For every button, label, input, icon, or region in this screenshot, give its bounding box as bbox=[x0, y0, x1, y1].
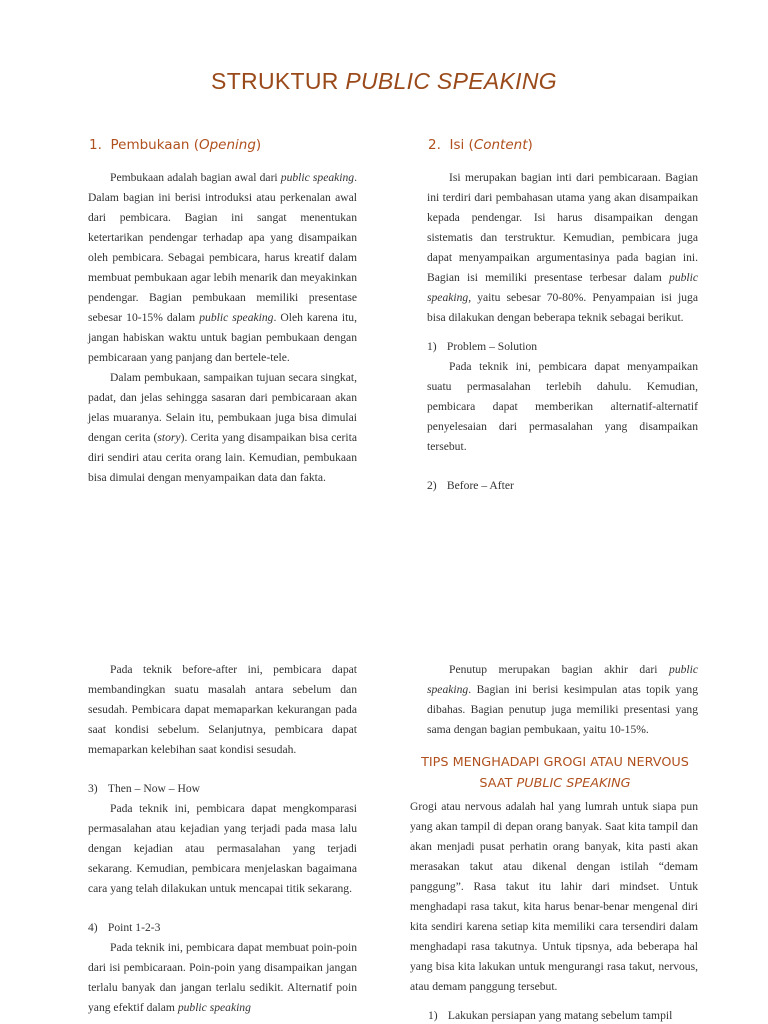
closing-column bbox=[427, 660, 698, 740]
technique-1-text: Pada teknik ini, pembicara dapat menyampaikan suatu permasalahan terlebih dahulu. Kemudian, pembicara dapat memberikan alternatif-alternatif penyelesaian dari permasalahan yang disampaikan tersebut. bbox=[427, 360, 698, 453]
technique-4-text: Pada teknik ini, pembicara dapat membuat poin-poin dari isi pembicaraan. Poin-poin yang disampaikan jangan terlalu banyak dan jangan terlalu sedikit. Alternatif poin yang efektif dalam public speaking bbox=[88, 941, 357, 1014]
opening-column bbox=[88, 168, 357, 488]
technique-4-label: 4) Point 1-2-3 bbox=[88, 921, 161, 934]
section-heading-content: 2. Isi (Content) bbox=[428, 137, 533, 153]
section-heading-opening: 1. Pembukaan (Opening) bbox=[89, 137, 262, 153]
tips-item-1: 1) Lakukan persiapan yang matang sebelum tampil bbox=[428, 1009, 673, 1022]
content-column bbox=[427, 168, 698, 496]
closing-paragraph: Penutup merupakan bagian akhir dari public speaking. Bagian ini berisi kesimpulan atas topik yang dibahas. Bagian penutup juga memiliki presentasi yang sama dengan bagian pembukaan, yaitu 10-15%. bbox=[427, 663, 698, 736]
tips-column bbox=[410, 797, 698, 1024]
tips-heading-line-1: TIPS MENGHADAPI GROGI ATAU NERVOUS bbox=[421, 755, 689, 770]
technique-3-text: Pada teknik ini, pembicara dapat mengkomparasi permasalahan atau kejadian yang terjadi pada masa lalu dengan kejadian atau permasalahan yang terjadi sekarang. Kemudian, pembicara menjelaskan bagaimana cara yang telah dilakukan untuk mencapai titik sekarang. bbox=[88, 802, 357, 895]
tips-heading-line-2: SAAT PUBLIC SPEAKING bbox=[479, 776, 631, 791]
techniques-column bbox=[88, 660, 357, 1018]
technique-2-text: Pada teknik before-after ini, pembicara dapat membandingkan suatu masalah antara sebelum dan sesudah. Pembicara dapat memaparkan kekurangan pada saat kondisi sebelum. Selanjutnya, pembicara dapat memaparkan kelebihan saat kondisi sesudah. bbox=[88, 663, 357, 756]
tips-paragraph: Grogi atau nervous adalah hal yang lumrah untuk siapa pun yang akan tampil di depan orang banyak. Saat kita tampil dan akan menjadi pusat perhatin orang banyak, kita pasti akan merasakan takut atau dikenal dengan istilah “demam panggung”. Rasa takut itu lahir dari mindset. Untuk menghadapi rasa takut, kita harus benar-benar mengenal diri kita sendiri karena setiap kita memiliki cara tersendiri dalam menghadapi rasa takutnya. Untuk tipsnya, ada beberapa hal yang bisa kita lakukan untuk mengurangi rasa takut, nervous, atau demam panggung tersebut. bbox=[410, 800, 698, 993]
opening-paragraph-1: Pembukaan adalah bagian awal dari public speaking. Dalam bagian ini berisi introduksi atau perkenalan awal dari pembicara. Bagian ini sangat menentukan ketertarikan pendengar terhadap apa yang disampaikan oleh pembicara. Sebagai pembicara, harus kreatif dalam membuat pembukaan agar lebih menarik dan meyakinkan pendengar. Bagian pembukaan memiliki presentase sebesar 10-15% dalam public speaking. Oleh karena itu, jangan habiskan waktu untuk bagian pembukaan dengan pembicaraan yang panjang dan bertele-tele. bbox=[88, 171, 358, 364]
page-title: STRUKTUR PUBLIC SPEAKING bbox=[211, 68, 557, 94]
technique-3-label: 3) Then – Now – How bbox=[88, 782, 200, 795]
technique-2-label: 2) Before – After bbox=[427, 479, 514, 492]
content-paragraph-1: Isi merupakan bagian inti dari pembicaraan. Bagian ini terdiri dari pembahasan utama yang akan disampaikan kepada pendengar. Isi harus disampaikan dengan sistematis dan terstruktur. Kemudian, pembicara juga dapat menyampaikan argumentasinya pada bagian ini. Bagian isi memiliki presentase terbesar dalam public speaking, yaitu sebesar 70-80%. Penyampaian isi juga bisa dilakukan dengan beberapa teknik sebagai berikut. bbox=[427, 171, 698, 324]
opening-paragraph-2: Dalam pembukaan, sampaikan tujuan secara singkat, padat, dan jelas sehingga sasaran dari pembicaraan akan jelas muaranya. Selain itu, pembukaan juga bisa dimulai dengan cerita (story). Cerita yang disampaikan bisa cerita diri sendiri atau cerita orang lain. Kemudian, pembukaan bisa dimulai dengan menyampaikan data dan fakta. bbox=[88, 371, 357, 484]
technique-1-label: 1) Problem – Solution bbox=[427, 340, 538, 353]
tips-heading bbox=[405, 752, 705, 794]
